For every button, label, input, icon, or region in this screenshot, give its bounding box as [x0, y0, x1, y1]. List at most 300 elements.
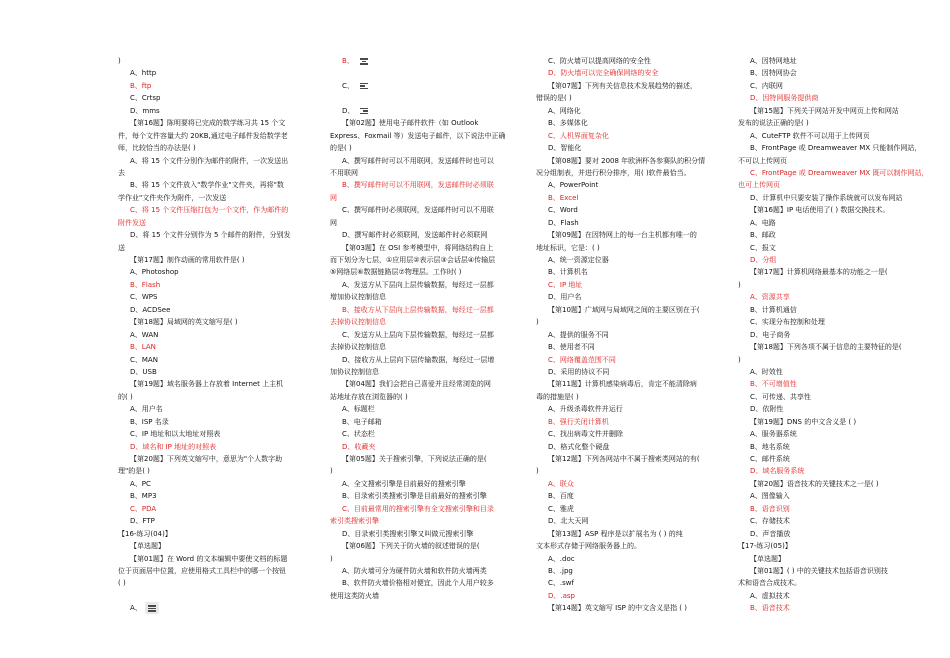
text-line [330, 316, 535, 328]
text-line [536, 167, 741, 179]
text-line [738, 465, 943, 477]
line-text: 【第02题】使用电子邮件软件（如 Outlook [342, 119, 479, 128]
line-text: B、计算机通信 [750, 305, 797, 314]
text-line [118, 254, 323, 266]
text-line [536, 602, 741, 614]
line-text: 增加协议控制信息 [330, 293, 386, 302]
text-line [330, 590, 535, 602]
line-text: D、撰写邮件时必须联网，发送邮件时必须联网 [342, 231, 488, 240]
text-line [330, 279, 535, 291]
column-3 [536, 55, 741, 615]
line-text: 去掉协议控制信息 [330, 318, 386, 327]
text-line [118, 490, 323, 502]
text-line [536, 67, 741, 79]
line-text: A、全文搜索引擎是目前最好的搜索引擎 [342, 479, 466, 488]
text-line [738, 179, 943, 191]
text-line [738, 304, 943, 316]
text-line [536, 316, 741, 328]
text-line [536, 515, 741, 527]
line-text: C、雅虎 [548, 504, 574, 513]
text-line [330, 179, 535, 191]
line-text: 【第20题】语音技术的关键技术之一是( ) [750, 479, 879, 488]
text-line [330, 540, 535, 552]
line-text: A、统一资源定位器 [548, 256, 609, 264]
text-line [118, 266, 323, 278]
text-line [738, 80, 943, 92]
line-text: 【单选题】 [130, 542, 165, 551]
text-line [738, 55, 943, 67]
line-text: A、撰写邮件时可以不用联网，发送邮件时也可以 [342, 156, 494, 165]
line-text: ) [738, 355, 741, 364]
line-text: 【第20题】下列英文缩写中，意思为"个人数字助 [130, 455, 283, 463]
text-line [330, 130, 535, 142]
line-text: 【第08题】要对 2008 年欧洲杯各参赛队的积分情 [548, 156, 706, 165]
line-text: 【第04题】我们会把自己喜爱并且经常浏览的网 [342, 380, 491, 389]
line-text: 毒的措施是( ) [536, 392, 579, 401]
text-line [536, 217, 741, 229]
line-text: D、北大天网 [548, 517, 589, 526]
line-text: ⑤网络层⑥数据链路层⑦物理层。工作时( ) [330, 268, 462, 277]
text-line [536, 490, 741, 502]
text-line [738, 92, 943, 104]
column-1 [118, 55, 323, 615]
text-line [738, 316, 943, 328]
text-line [738, 329, 943, 341]
text-line [118, 366, 323, 378]
line-text: D、FTP [130, 517, 155, 526]
text-line [118, 80, 323, 92]
line-text: 【单选题】 [750, 554, 785, 563]
line-text: 的( ) [118, 392, 133, 401]
line-text: A、因特网地址 [750, 57, 797, 65]
line-text: C、WPS [130, 293, 158, 302]
text-line [536, 254, 741, 266]
align-center-icon [357, 55, 371, 67]
text-line [536, 453, 741, 465]
line-text: A、PC [130, 479, 151, 488]
line-text: 去 [118, 168, 125, 177]
line-text: 使用这类防火墙 [330, 591, 379, 600]
line-text: C、发送方从上层向下层传输数据，每经过一层都 [342, 330, 494, 339]
text-line [738, 590, 943, 602]
text-line [536, 354, 741, 366]
line-text: C、IP 地址和以太地址对照表 [130, 430, 221, 439]
text-line [330, 266, 535, 278]
text-line [536, 130, 741, 142]
line-text: D、电子商务 [750, 330, 791, 339]
text-line [330, 192, 535, 204]
line-text: D、因特网服务提供商 [750, 94, 819, 103]
line-text: 错误的是( ) [536, 94, 572, 103]
text-line [536, 117, 741, 129]
text-line [738, 528, 943, 540]
text-line [536, 266, 741, 278]
line-text: 况分组制表，并进行积分排序，用( )软件最恰当。 [536, 168, 691, 177]
text-line [536, 378, 741, 390]
text-line [536, 291, 741, 303]
text-line [118, 416, 323, 428]
line-text: C、IP 地址 [548, 280, 583, 289]
text-line [118, 179, 323, 191]
text-line [118, 354, 323, 366]
line-text: 师，比较恰当的办法是( ) [118, 144, 196, 153]
text-line [330, 478, 535, 490]
line-text: B、多媒体化 [548, 119, 588, 128]
text-line [118, 167, 323, 179]
text-line [536, 403, 741, 415]
line-text: 【第19题】域名服务器上存放着 Internet 上主机 [130, 380, 284, 389]
text-line [118, 565, 323, 577]
text-line [330, 391, 535, 403]
line-text: D、计算机中只要安装了操作系统就可以发布网站 [750, 193, 903, 202]
line-text: 【第05题】关于搜索引擎，下列说法正确的是( [342, 455, 487, 463]
line-text: A、发送方从下层向上层传输数据，每经过一层都 [342, 280, 494, 289]
text-line [330, 291, 535, 303]
text-line [738, 354, 943, 366]
text-line [118, 192, 323, 204]
line-text: 【17-练习(05)】 [738, 542, 792, 551]
text-line [536, 540, 741, 552]
line-text: A、防火墙可分为硬件防火墙和软件防火墙两类 [342, 566, 487, 575]
text-line [738, 515, 943, 527]
text-line [738, 478, 943, 490]
text-line [118, 55, 323, 67]
line-text: A、虚拟技术 [750, 591, 790, 600]
text-line [536, 465, 741, 477]
line-text: 站地址存放在浏览器的( ) [330, 392, 408, 401]
text-line [118, 553, 323, 565]
text-line [118, 217, 323, 229]
line-text: B、接收方从下层向上层传输数据，每经过一层都 [342, 305, 494, 314]
text-line [738, 565, 943, 577]
line-text: B、 [342, 57, 354, 65]
text-line [738, 553, 943, 565]
line-text: ) [330, 467, 333, 476]
text-line [330, 441, 535, 453]
text-line [330, 204, 535, 216]
line-text: B、邮政 [750, 231, 776, 240]
text-line [536, 391, 741, 403]
text-line [330, 565, 535, 577]
line-text: 的是( ) [330, 144, 352, 153]
line-text: B、ftp [130, 81, 152, 90]
line-text: B、不可增值性 [750, 380, 797, 389]
line-text: 【第16题】陈明要将已完成的数学练习共 15 个文 [130, 119, 286, 128]
text-line [738, 428, 943, 440]
line-text: 【第07题】下列有关信息技术发展趋势的描述， [548, 81, 697, 90]
text-line [118, 577, 323, 589]
line-text: D、域名服务系统 [750, 467, 805, 476]
line-text: D、将 15 个文件分别作为 5 个邮件的附件，分别发 [130, 231, 291, 240]
text-line [536, 80, 741, 92]
line-text: 发布的说法正确的是( ) [738, 119, 809, 128]
line-text: B、计算机名 [548, 268, 588, 277]
text-line [118, 341, 323, 353]
text-line [536, 242, 741, 254]
line-text: B、目录索引类搜索引擎是目前最好的搜索引擎 [342, 492, 487, 501]
line-text: 【第18题】下列各项不属于信息的主要特征的是( [750, 343, 902, 352]
text-line [738, 192, 943, 204]
text-line [536, 577, 741, 589]
line-text: B、百度 [548, 492, 574, 501]
text-line [330, 329, 535, 341]
text-line [738, 204, 943, 216]
text-line [536, 304, 741, 316]
line-text: A、联众 [548, 479, 574, 488]
text-line [738, 416, 943, 428]
text-line [118, 403, 323, 415]
text-line [738, 105, 943, 117]
text-line [118, 391, 323, 403]
option-with-icon [118, 602, 323, 614]
line-text: ) [536, 318, 539, 327]
text-line [330, 490, 535, 502]
line-text: 去掉协议控制信息 [330, 343, 386, 352]
text-line [118, 528, 323, 540]
line-text: B、MP3 [130, 492, 157, 501]
line-text: 【第17题】计算机网络最基本的功能之一是( [750, 268, 888, 277]
text-line [330, 453, 535, 465]
text-line [118, 155, 323, 167]
line-text: D、分组 [750, 256, 777, 264]
text-line [536, 329, 741, 341]
line-text: D、依附性 [750, 405, 784, 414]
text-line [536, 590, 741, 602]
line-text: A、资源共享 [750, 293, 790, 302]
text-line [536, 565, 741, 577]
text-line [118, 92, 323, 104]
align-justify-icon [145, 602, 159, 614]
text-line [118, 329, 323, 341]
text-line [536, 503, 741, 515]
text-line [118, 441, 323, 453]
text-line [118, 316, 323, 328]
line-text: 【第19题】DNS 的中文含义是 ( ) [750, 417, 857, 426]
text-line [118, 67, 323, 79]
text-line [330, 229, 535, 241]
text-line [118, 142, 323, 154]
text-line [536, 528, 741, 540]
text-line [330, 378, 535, 390]
text-line [536, 92, 741, 104]
text-line [536, 279, 741, 291]
text-line [738, 117, 943, 129]
line-text: C、人机界面复杂化 [548, 131, 609, 140]
line-text: 也可上传网页 [738, 181, 780, 190]
text-line [118, 503, 323, 515]
line-text: B、Flash [130, 280, 161, 289]
line-text: C、网络覆盖范围不同 [548, 355, 616, 364]
text-line [536, 341, 741, 353]
line-text: 学作业"文件夹作为附件，一次发送 [118, 193, 227, 202]
text-line [738, 602, 943, 614]
text-line [330, 515, 535, 527]
line-text: B、Excel [548, 193, 579, 202]
text-line [738, 266, 943, 278]
line-text: 【第12题】下列各网站中不属于搜索类网站的有( [548, 455, 700, 463]
text-line [118, 465, 323, 477]
line-text: C、Word [548, 206, 578, 215]
text-line [738, 490, 943, 502]
column-4 [738, 55, 943, 615]
text-line [536, 478, 741, 490]
line-text: C、.swf [548, 579, 574, 588]
line-text: 【第13题】ASP 程序是以扩展名为 ( ) 的纯 [548, 529, 683, 538]
line-text: A、 [130, 604, 142, 613]
text-line [536, 428, 741, 440]
text-line [738, 229, 943, 241]
line-text: D、 [342, 106, 355, 115]
line-text: D、USB [130, 367, 157, 376]
line-text: D、格式化整个硬盘 [548, 442, 610, 451]
text-line [330, 577, 535, 589]
line-text: A、WAN [130, 330, 159, 339]
line-text: 【第17题】制作动画的常用软件是( ) [130, 256, 245, 264]
text-line [738, 279, 943, 291]
line-text: B、LAN [130, 343, 156, 352]
line-text: A、将 15 个文件分别作为邮件的附件，一次发送出 [130, 156, 289, 165]
line-text: C、邮件系统 [750, 455, 790, 463]
line-text: 【第11题】计算机感染病毒后，肯定不能清除病 [548, 380, 697, 389]
text-line [536, 553, 741, 565]
option-with-icon [330, 105, 535, 117]
line-text: 加协议控制信息 [330, 367, 379, 376]
line-text: 【第16题】IP 电话使用了( ) 数据交换技术。 [750, 206, 890, 215]
text-line [330, 92, 535, 104]
line-text: B、使用者不同 [548, 343, 595, 352]
text-line [536, 416, 741, 428]
text-line [118, 130, 323, 142]
text-line [738, 155, 943, 167]
line-text: C、存储技术 [750, 517, 790, 526]
text-line [330, 217, 535, 229]
text-line [330, 428, 535, 440]
line-text: C、找出病毒文件并删除 [548, 430, 623, 439]
line-text: 文本形式存储于网络服务器上的。 [536, 542, 641, 551]
line-text: C、MAN [130, 355, 158, 364]
text-line [738, 341, 943, 353]
line-text: 不用联网 [330, 168, 358, 177]
text-line [536, 155, 741, 167]
line-text: C、防火墙可以提高网络的安全性 [548, 57, 651, 65]
line-text: ( ) [118, 579, 126, 588]
line-text: A、时效性 [750, 367, 783, 376]
text-line [118, 304, 323, 316]
text-line [738, 503, 943, 515]
line-text: 【第03题】在 OSI 参考模型中，将网络结构自上 [342, 243, 494, 252]
option-with-icon [330, 80, 535, 92]
text-line [330, 67, 535, 79]
text-line [738, 366, 943, 378]
text-line [118, 291, 323, 303]
line-text: B、语音识别 [750, 504, 790, 513]
line-text: B、将 15 个文件放入"数学作业"文件夹，再将"数 [130, 181, 284, 190]
line-text: A、Photoshop [130, 268, 179, 277]
line-text: B、地名系统 [750, 442, 790, 451]
text-line [330, 528, 535, 540]
line-text: 地址标识，它是：( ) [536, 243, 600, 252]
text-line [330, 366, 535, 378]
line-text: A、.doc [548, 554, 575, 563]
line-text: A、http [130, 69, 157, 78]
line-text: D、收藏夹 [342, 442, 376, 451]
text-line [118, 204, 323, 216]
line-text: 网 [330, 218, 337, 227]
line-text: B、强行关闭计算机 [548, 417, 609, 426]
line-text: ) [738, 280, 741, 289]
text-line [118, 590, 323, 602]
text-line [118, 242, 323, 254]
text-line [536, 204, 741, 216]
text-line [118, 428, 323, 440]
line-text: A、PowerPoint [548, 181, 599, 190]
line-text: C、实现分布控制和处理 [750, 318, 825, 327]
text-line [118, 229, 323, 241]
text-line [536, 192, 741, 204]
text-line [738, 167, 943, 179]
text-line [330, 254, 535, 266]
line-text: B、ISP 名录 [130, 417, 169, 426]
line-text: 【第15题】下列关于网站开发中网页上传和网站 [750, 106, 899, 115]
line-text: A、升级杀毒软件并运行 [548, 405, 623, 414]
line-text: A、电路 [750, 218, 776, 227]
text-line [536, 55, 741, 67]
text-line [738, 577, 943, 589]
text-line [330, 553, 535, 565]
line-text: Express、Foxmail 等）发送电子邮件，以下说法中正确 [330, 131, 506, 140]
text-line [330, 354, 535, 366]
text-line [330, 304, 535, 316]
line-text: D、智能化 [548, 144, 582, 153]
line-text: 位于页面居中位置，应使用格式工具栏中的哪一个按钮 [118, 566, 286, 575]
line-text: 送 [118, 243, 125, 252]
line-text: 术和语音合成技术。 [738, 579, 801, 588]
text-line [738, 441, 943, 453]
text-line [330, 416, 535, 428]
text-line [536, 366, 741, 378]
line-text: C、撰写邮件时必须联网，发送邮件时可以不用联 [342, 206, 494, 215]
line-text: B、语音技术 [750, 604, 790, 613]
line-text: B、撰写邮件时可以不用联网，发送邮件时必须联 [342, 181, 494, 190]
line-text: 【第01题】在 Word 的文本编辑中要使文档的标题 [130, 554, 288, 563]
text-line [330, 242, 535, 254]
line-text: 【第09题】在因特网上的每一台主机都有唯一的 [548, 231, 697, 240]
line-text: D、用户名 [548, 293, 582, 302]
text-line [536, 441, 741, 453]
line-text: D、域名和 IP 地址的对照表 [130, 442, 217, 451]
line-text: A、提供的服务不同 [548, 330, 609, 339]
line-text: B、电子邮箱 [342, 417, 382, 426]
text-line [118, 105, 323, 117]
text-line [118, 540, 323, 552]
text-line [118, 117, 323, 129]
line-text: C、FrontPage 或 Dreamweaver MX 既可以制作网站， [750, 168, 929, 177]
line-text: 附件发送 [118, 218, 146, 227]
align-left-icon [357, 80, 371, 92]
line-text: C、内联网 [750, 81, 783, 90]
line-text: A、CuteFTP 软件不可以用于上传网页 [750, 131, 870, 140]
line-text: 【第14题】英文缩写 ISP 的中文含义是指 ( ) [548, 604, 687, 613]
text-line [118, 478, 323, 490]
text-line [330, 503, 535, 515]
text-line [118, 453, 323, 465]
text-line [738, 142, 943, 154]
line-text: 索引类搜索引擎 [330, 517, 379, 526]
text-line [738, 217, 943, 229]
line-text: B、.jpg [548, 566, 573, 575]
line-text: C、报文 [750, 243, 776, 252]
text-line [330, 167, 535, 179]
